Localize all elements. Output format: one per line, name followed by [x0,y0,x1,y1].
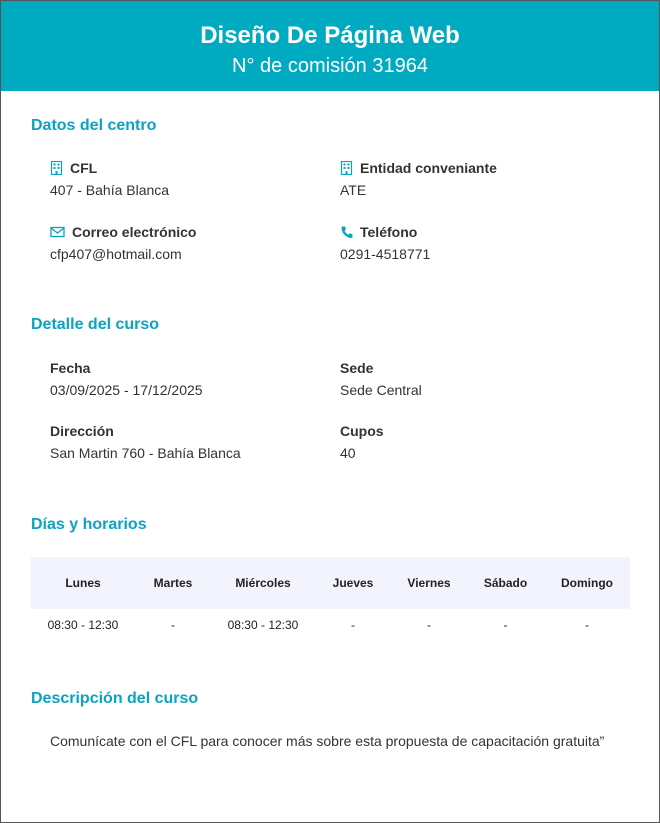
time-cell-sabado: - [503,618,508,632]
field-label: Teléfono [360,224,418,240]
time-cell-miercoles: 08:30 - 12:30 [227,618,299,632]
time-cell-viernes: - [427,618,431,632]
field-label: Sede [340,360,374,376]
time-cell-lunes: 08:30 - 12:30 [47,618,119,632]
schedule-table [31,557,630,641]
field-value: 03/09/2025 - 17/12/2025 [50,382,203,398]
day-header-domingo: Domingo [544,557,630,609]
section-title-centro: Datos del centro [31,117,157,134]
field-label: Fecha [50,360,91,376]
field-value[interactable] [340,246,430,262]
course-title: Diseño De Página Web [200,22,460,49]
phone-icon [340,225,353,239]
building-icon [50,161,63,175]
envelope-icon [50,225,65,239]
field-cfl [50,159,169,198]
field-value: Sede Central [340,382,422,398]
field-direccion [50,422,241,461]
field-value: ATE [340,182,367,198]
field-value: 407 - Bahía Blanca [50,182,170,198]
day-header-martes: Martes [135,557,211,609]
field-telefono [340,223,430,262]
day-header-lunes: Lunes [31,557,135,609]
commission-number: N° de comisión 31964 [232,55,428,77]
field-value[interactable] [50,246,196,262]
course-description: Comunícate con el CFL para conocer más sobre esta propuesta de capacitación gratuita” [50,733,605,749]
day-header-viernes: Viernes [391,557,467,609]
field-label: Dirección [50,423,114,439]
schedule-header-row [31,557,630,609]
section-title-descripcion: Descripción del curso [31,690,199,707]
day-header-miercoles: Miércoles [211,557,315,609]
phone-link[interactable]: 0291-4518771 [340,246,431,262]
field-value: 40 [340,445,356,461]
day-header-sabado: Sábado [467,557,544,609]
email-link[interactable]: cfp407@hotmail.com [50,246,182,262]
section-title-horarios: Días y horarios [31,516,147,533]
field-label: Cupos [340,423,384,439]
time-cell-martes: - [171,618,175,632]
field-cupos [340,422,384,461]
day-header-jueves: Jueves [315,557,391,609]
section-title-curso: Detalle del curso [31,316,160,333]
schedule-times-row [31,609,630,641]
page-header [1,1,659,91]
field-label: CFL [70,160,98,176]
field-sede [340,359,422,398]
field-entidad [340,159,497,198]
field-correo [50,223,196,262]
field-label: Entidad conveniante [360,160,497,176]
field-fecha [50,359,203,398]
time-cell-jueves: - [351,618,355,632]
field-label: Correo electrónico [72,224,197,240]
time-cell-domingo: - [585,618,589,632]
field-value: San Martin 760 - Bahía Blanca [50,445,241,461]
building-icon [340,161,353,175]
